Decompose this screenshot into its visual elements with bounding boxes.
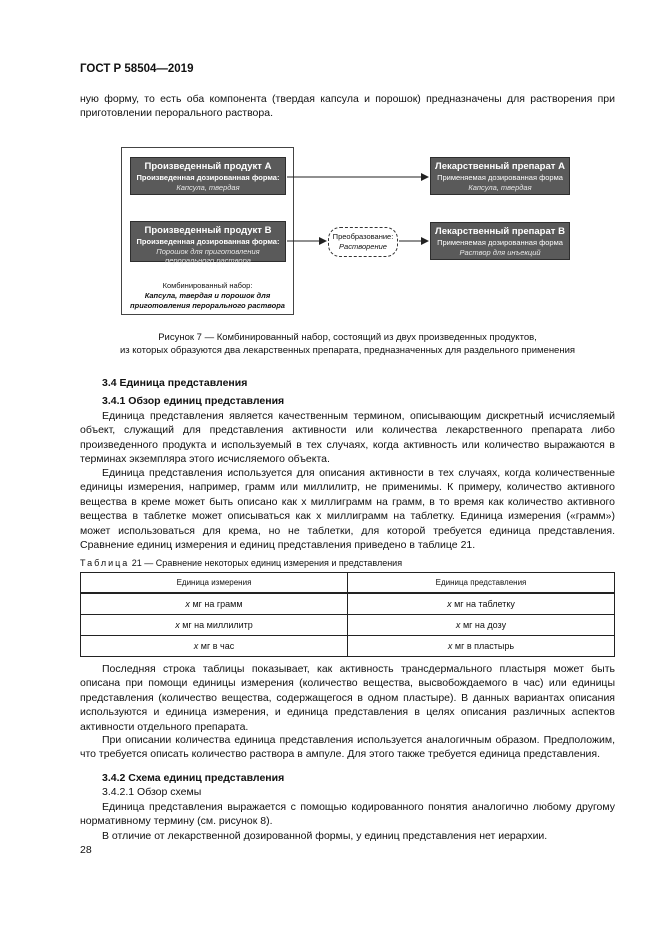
page-number: 28 (80, 844, 92, 856)
table-cell: x мг на миллилитр (81, 615, 348, 636)
table-cell: x мг в пластырь (348, 636, 615, 657)
column-header-presentation-unit: Единица представления (348, 573, 615, 594)
table-header-row (81, 573, 615, 594)
medicinal-product-b-box: Лекарственный препарат В Применяемая дозированная форма Раствор для инъекций (430, 222, 570, 260)
manufactured-product-b-box: Произведенный продукт В Произведенная дозированная форма: Порошок для приготовления перорального раствора (130, 221, 286, 262)
after-table-paragraph-1: Последняя строка таблицы показывает, как активность трансдермального пластыря может быть описана при помощи единицы измерения (количество вещества, высвобождаемого в час) или единицы представления (количество вещества, содержащегося в одном пластыре). В данных вариантах описания используются и единица измерения, и единица представления в целях описания различных аспектов активности отдельного препарата. (80, 663, 615, 733)
table-cell: x мг в час (81, 636, 348, 657)
section-3-4-2-paragraph-1: Единица представления выражается с помощью кодированного понятия аналогично любому другому нормативному термину (см. рисунок 8). (80, 801, 615, 828)
figure-7-caption: Рисунок 7 — Комбинированный набор, состоящий из двух произведенных продуктов, из которых образуются два лекарственных препарата, предназначенных для раздельного применения (119, 332, 576, 356)
table-row (81, 636, 615, 657)
section-3-4-2-paragraph-2: В отличие от лекарственной дозированной формы, у единиц представления нет иерархии. (102, 830, 548, 842)
section-3-4-2-1-heading: 3.4.2.1 Обзор схемы (102, 786, 202, 798)
medicinal-product-a-box: Лекарственный препарат А Применяемая дозированная форма Капсула, твердая (430, 157, 570, 195)
intro-paragraph: ную форму, то есть оба компонента (твердая капсула и порошок) предназначены для растворения при приготовлении перорального раствора. (80, 93, 615, 120)
section-3-4-heading: 3.4 Единица представления (102, 377, 248, 389)
after-table-paragraph-2: При описании количества единица представления используется аналогичным образом. Предположим, что требуется описать количество раствора в ампуле. Для этого также требуется единица представления. (80, 734, 615, 761)
transformation-process: Преобразование: Растворение (328, 227, 398, 257)
table-cell: x мг на грамм (81, 593, 348, 615)
column-header-measurement-unit: Единица измерения (81, 573, 348, 594)
section-3-4-2-heading: 3.4.2 Схема единиц представления (102, 772, 285, 784)
table-21-caption: Таблица 21 — Сравнение некоторых единиц измерения и представления (80, 558, 403, 568)
table-cell: x мг на дозу (348, 615, 615, 636)
section-3-4-1-paragraph-1: Единица представления является качественным термином, описывающим дискретный исчисляемый объект, служащий для представления активности или количества лекарственного препарата либо произведенного продукта и используемый в тех случаях, когда активность или количество выражаются в терминах экземпляра этого исчисляемого объекта. (80, 410, 615, 466)
manufactured-product-a-box: Произведенный продукт А Произведенная дозированная форма: Капсула, твердая (130, 157, 286, 195)
table-row (81, 615, 615, 636)
section-3-4-1-paragraph-2: Единица представления используется для описания активности в тех случаях, когда количественные единицы измерения, например, грамм или миллилитр, не применимы. К примеру, количество активного вещества в креме может быть описано как x миллиграмм на грамм, в то время как количество активного вещества в таблетке может описываться как x миллиграмм на таблетку. Единица измерения («грамм») может использоваться для крема, но не таблетки, для которой требуется единица представления. Сравнение единиц измерения и единиц представления приведено в таблице 21. (80, 467, 615, 552)
section-3-4-1-heading: 3.4.1 Обзор единиц представления (102, 395, 285, 407)
table-row (81, 593, 615, 615)
document-header: ГОСТ Р 58504—2019 (80, 63, 194, 75)
table-cell: x мг на таблетку (348, 593, 615, 615)
table-21 (80, 572, 615, 657)
combined-kit-label: Комбинированный набор: Капсула, твердая и порошок для приготовления перорального раствора (130, 281, 285, 310)
